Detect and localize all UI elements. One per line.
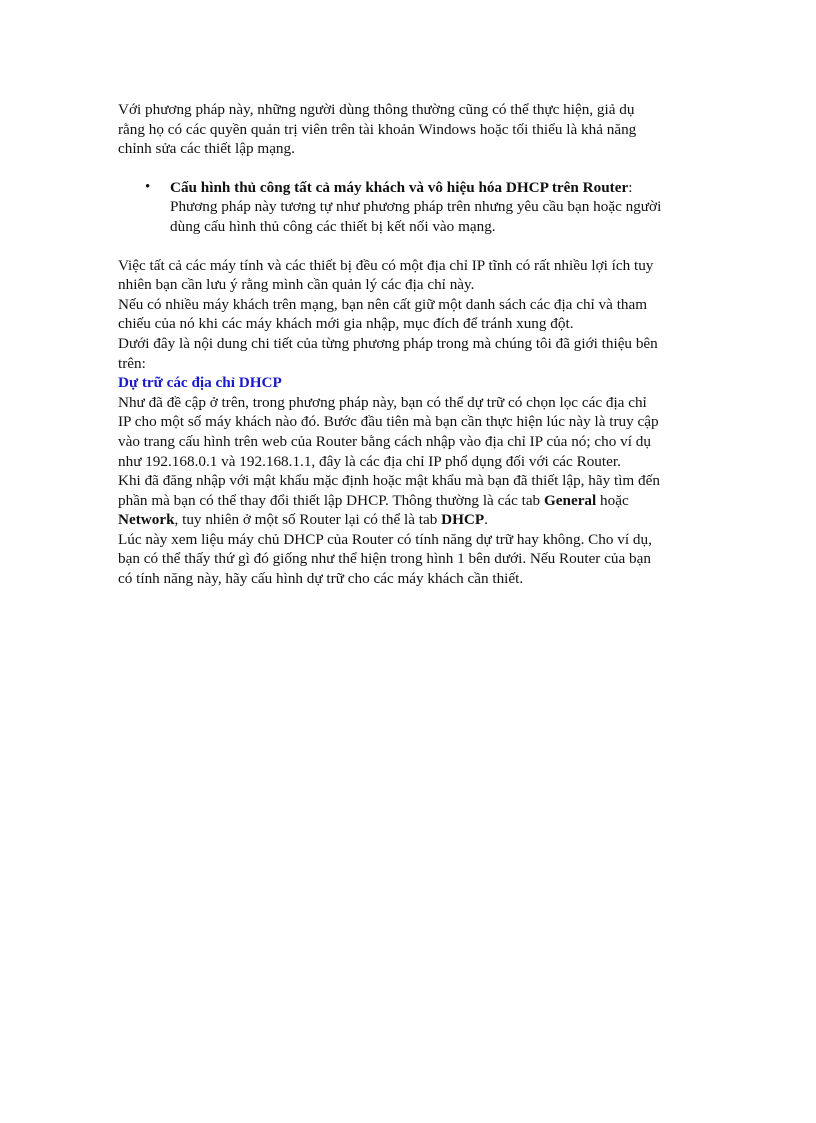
- tabs-text-d: .: [484, 511, 488, 529]
- bullet-line: Phương pháp này tương tự như phương pháp trên nhưng yêu cầu bạn hoặc người: [170, 198, 662, 216]
- tab-network-label: Network: [118, 511, 175, 529]
- tab-dhcp-label: DHCP: [441, 511, 485, 529]
- section-line-tabs: [118, 491, 703, 511]
- section-line: Khi đã đăng nhập với mật khẩu mặc định hoặc mật khẩu mà bạn đã thiết lập, hãy tìm đến: [118, 472, 660, 490]
- document-page: [118, 100, 703, 589]
- tab-general-label: General: [543, 491, 597, 509]
- body-paragraph: [118, 256, 703, 374]
- body-line: trên:: [118, 354, 146, 372]
- section-line: vào trang cấu hình trên web của Router bằng cách nhập vào địa chỉ IP của nó; cho ví dụ: [118, 432, 651, 450]
- intro-line: chỉnh sửa các thiết lập mạng.: [118, 140, 295, 158]
- tabs-text-b: hoặc: [596, 491, 629, 509]
- tabs-text-c: , tuy nhiên ở một số Router lại có thể là tab: [174, 511, 442, 529]
- section-line: IP cho một số máy khách nào đó. Bước đầu tiên mà bạn cần thực hiện lúc này là truy cập: [118, 413, 659, 431]
- body-line: Dưới đây là nội dung chi tiết của từng phương pháp trong mà chúng tôi đã giới thiệu bên: [118, 334, 658, 352]
- section-line: Lúc này xem liệu máy chủ DHCP của Router có tính năng dự trữ hay không. Cho ví dụ,: [118, 530, 652, 548]
- body-line: Việc tất cả các máy tính và các thiết bị đều có một địa chỉ IP tĩnh có rất nhiều lợi ích tuy: [118, 256, 654, 274]
- section-heading: Dự trữ các địa chỉ DHCP: [118, 374, 282, 392]
- body-line: nhiên bạn cần lưu ý rằng mình cần quản lý các địa chỉ này.: [118, 276, 475, 294]
- section-line: như 192.168.0.1 và 192.168.1.1, đây là các địa chỉ IP phổ dụng đối với các Router.: [118, 452, 621, 470]
- body-line: Nếu có nhiều máy khách trên mạng, bạn nên cất giữ một danh sách các địa chỉ và tham: [118, 295, 648, 313]
- section-line: Như đã đề cập ở trên, trong phương pháp này, bạn có thể dự trữ có chọn lọc các địa chỉ: [118, 393, 647, 411]
- section-line-tabs-2: [118, 510, 703, 530]
- intro-line: Với phương pháp này, những người dùng thông thường cũng có thể thực hiện, giả dụ: [118, 101, 635, 118]
- tabs-text-a: phần mà bạn có thể thay đổi thiết lập DHCP. Thông thường là các tab: [118, 491, 544, 509]
- section-dhcp-reservation: [118, 373, 703, 589]
- bullet-line: dùng cấu hình thủ công các thiết bị kết nối vào mạng.: [170, 217, 496, 235]
- section-line: có tính năng này, hãy cấu hình dự trữ cho các máy khách cần thiết.: [118, 570, 524, 588]
- bullet-title: Cấu hình thủ công tất cả máy khách và vô hiệu hóa DHCP trên Router: [170, 178, 629, 196]
- bullet-dot-icon: •: [145, 178, 151, 195]
- bullet-item: [118, 178, 703, 237]
- intro-paragraph: [118, 100, 703, 159]
- bullet-title-line: [170, 178, 703, 198]
- bullet-title-suffix: :: [628, 178, 633, 196]
- body-line: chiếu của nó khi các máy khách mới gia nhập, mục đích để tránh xung đột.: [118, 315, 574, 333]
- intro-line: rằng họ có các quyền quản trị viên trên tài khoản Windows hoặc tối thiểu là khả năng: [118, 120, 637, 138]
- section-line: bạn có thể thấy thứ gì đó giống như thể hiện trong hình 1 bên dưới. Nếu Router của bạn: [118, 550, 651, 568]
